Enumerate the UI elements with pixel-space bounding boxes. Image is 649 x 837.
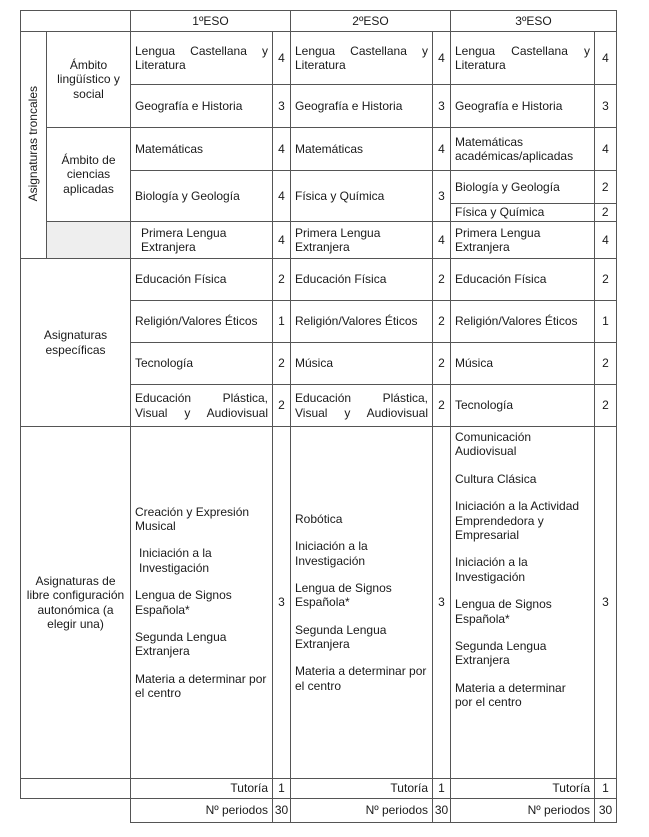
subject-cell: Religión/Valores Éticos <box>291 301 433 343</box>
hours-cell: 4 <box>273 171 291 222</box>
hours-cell: 2 <box>433 343 451 385</box>
subject-cell: Primera Lengua Extranjera <box>131 222 273 259</box>
periodos-label: Nº periodos <box>131 799 273 823</box>
hours-cell: 1 <box>595 779 617 799</box>
hours-cell: 2 <box>433 385 451 427</box>
hours-cell: 1 <box>273 779 291 799</box>
subject-cell: Música <box>291 343 433 385</box>
libre-list-2eso <box>291 427 433 779</box>
subject-cell: Física y Química <box>291 171 433 222</box>
subject-cell: Matemáticas <box>131 128 273 171</box>
curriculum-table <box>20 10 617 823</box>
subject-cell: Lengua Castellana y Literatura <box>131 32 273 85</box>
hours-cell: 4 <box>273 32 291 85</box>
libre-list-1eso <box>131 427 273 779</box>
hours-cell: 4 <box>595 128 617 171</box>
header-3eso: 3ºESO <box>451 11 617 32</box>
hours-cell: 2 <box>273 385 291 427</box>
tutoria-label: Tutoría <box>291 779 433 799</box>
subject-cell: Geografía e Historia <box>291 85 433 128</box>
subject-cell: Matemáticas <box>291 128 433 171</box>
hours-cell: 3 <box>273 427 291 779</box>
header-1eso: 1ºESO <box>131 11 291 32</box>
list-item: Segunda Lengua Extranjera <box>295 622 387 652</box>
tutoria-row <box>21 779 617 799</box>
tutoria-label: Tutoría <box>451 779 595 799</box>
subject-cell: Religión/Valores Éticos <box>451 301 595 343</box>
header-row <box>21 11 617 32</box>
hours-cell: 4 <box>433 128 451 171</box>
list-item: Segunda Lengua Extranjera <box>455 638 547 668</box>
hours-cell: 2 <box>595 259 617 301</box>
periodos-label: Nº periodos <box>451 799 595 823</box>
list-item: Iniciación a la Investigación <box>295 539 368 568</box>
total-cell: 30 <box>433 799 451 823</box>
table-row <box>21 32 617 85</box>
hours-cell: 3 <box>595 85 617 128</box>
list-item: Lengua de Signos Española* <box>135 588 232 617</box>
subject-cell: Lengua Castellana y Literatura <box>291 32 433 85</box>
hours-cell: 4 <box>595 32 617 85</box>
subject-cell: Primera Lengua Extranjera <box>451 222 595 259</box>
list-item: Lengua de Signos Española* <box>455 597 552 626</box>
hours-cell: 4 <box>273 222 291 259</box>
subject-cell: Geografía e Historia <box>451 85 595 128</box>
hours-cell: 2 <box>433 259 451 301</box>
subject-cell: Geografía e Historia <box>131 85 273 128</box>
subject-cell: Lengua Castellana y Literatura <box>451 32 595 85</box>
hours-cell: 3 <box>273 85 291 128</box>
hours-cell: 1 <box>595 301 617 343</box>
subject-cell: Educación Física <box>131 259 273 301</box>
list-item: Segunda Lengua Extranjera <box>135 629 227 659</box>
libre-label: Asignaturas de libre configuración autonómica (a elegir una) <box>21 427 131 779</box>
hours-cell: 3 <box>433 427 451 779</box>
list-item: Materia a determinar por el centro <box>135 671 267 701</box>
hours-cell: 2 <box>601 205 609 220</box>
subject-cell: Música <box>451 343 595 385</box>
total-cell: 30 <box>595 799 617 823</box>
hours-cell: 1 <box>433 779 451 799</box>
list-item: Lengua de Signos Española* <box>295 580 392 610</box>
subject-cell: Educación Física <box>291 259 433 301</box>
subject-cell: Tecnología <box>131 343 273 385</box>
hours-cell: 2 <box>273 259 291 301</box>
header-2eso: 2ºESO <box>291 11 451 32</box>
subject-cell: Tecnología <box>451 385 595 427</box>
hours-cell: 2 <box>595 343 617 385</box>
table-row <box>21 222 617 259</box>
ambito-ciencias: Ámbito de ciencias aplicadas <box>47 128 131 222</box>
subject-cell: Educación Plástica, Visual y Audiovisual <box>291 385 433 427</box>
list-item: Materia a determinar por el centro <box>455 680 566 710</box>
subject-cell: Primera Lengua Extranjera <box>291 222 433 259</box>
total-cell: 30 <box>273 799 291 823</box>
tutoria-label: Tutoría <box>131 779 273 799</box>
hours-cell: 4 <box>273 128 291 171</box>
libre-list-3eso <box>451 427 595 779</box>
subject-cell: Educación Física <box>451 259 595 301</box>
list-item: Comunicación Audiovisual <box>455 430 532 459</box>
hours-cell: 4 <box>433 32 451 85</box>
list-item: Iniciación a la Actividad Emprendedora y Empresarial <box>455 499 580 542</box>
subject-cell: Biología y Geología <box>451 171 594 204</box>
periodos-label: Nº periodos <box>291 799 433 823</box>
table-row <box>21 128 617 171</box>
hours-cell: 4 <box>433 222 451 259</box>
hours-cell: 2 <box>594 171 616 204</box>
empty-shaded-cell <box>47 222 131 259</box>
hours-cell: 2 <box>433 301 451 343</box>
ambito-linguistico: Ámbito lingüístico y social <box>47 32 131 128</box>
subject-cell: Biología y Geología <box>131 171 273 222</box>
hours-cell: 3 <box>595 427 617 779</box>
subject-cell: Física y Química <box>451 204 594 221</box>
subject-cell: Matemáticas académicas/aplicadas <box>451 128 595 171</box>
especificas-label: Asignaturas específicas <box>21 259 131 427</box>
list-item: Materia a determinar por el centro <box>295 664 427 693</box>
periodos-row <box>21 799 617 823</box>
hours-cell: 1 <box>273 301 291 343</box>
table-row <box>21 427 617 779</box>
hours-cell: 4 <box>595 222 617 259</box>
hours-cell: 2 <box>273 343 291 385</box>
list-item: Iniciación a la Investigación <box>139 546 212 575</box>
subject-cell: Educación Plástica, Visual y Audiovisual <box>131 385 273 427</box>
list-item: Iniciación a la Investigación <box>455 555 528 584</box>
subject-cell: Religión/Valores Éticos <box>131 301 273 343</box>
list-item: Cultura Clásica <box>455 471 537 486</box>
hours-cell: 3 <box>433 85 451 128</box>
table-row <box>21 259 617 301</box>
split-cell <box>451 171 617 222</box>
hours-cell: 2 <box>595 385 617 427</box>
troncales-label: Asignaturas troncales <box>21 32 47 259</box>
hours-cell: 3 <box>433 171 451 222</box>
list-item: Robótica <box>295 511 343 526</box>
list-item: Creación y Expresión Musical <box>135 504 250 533</box>
